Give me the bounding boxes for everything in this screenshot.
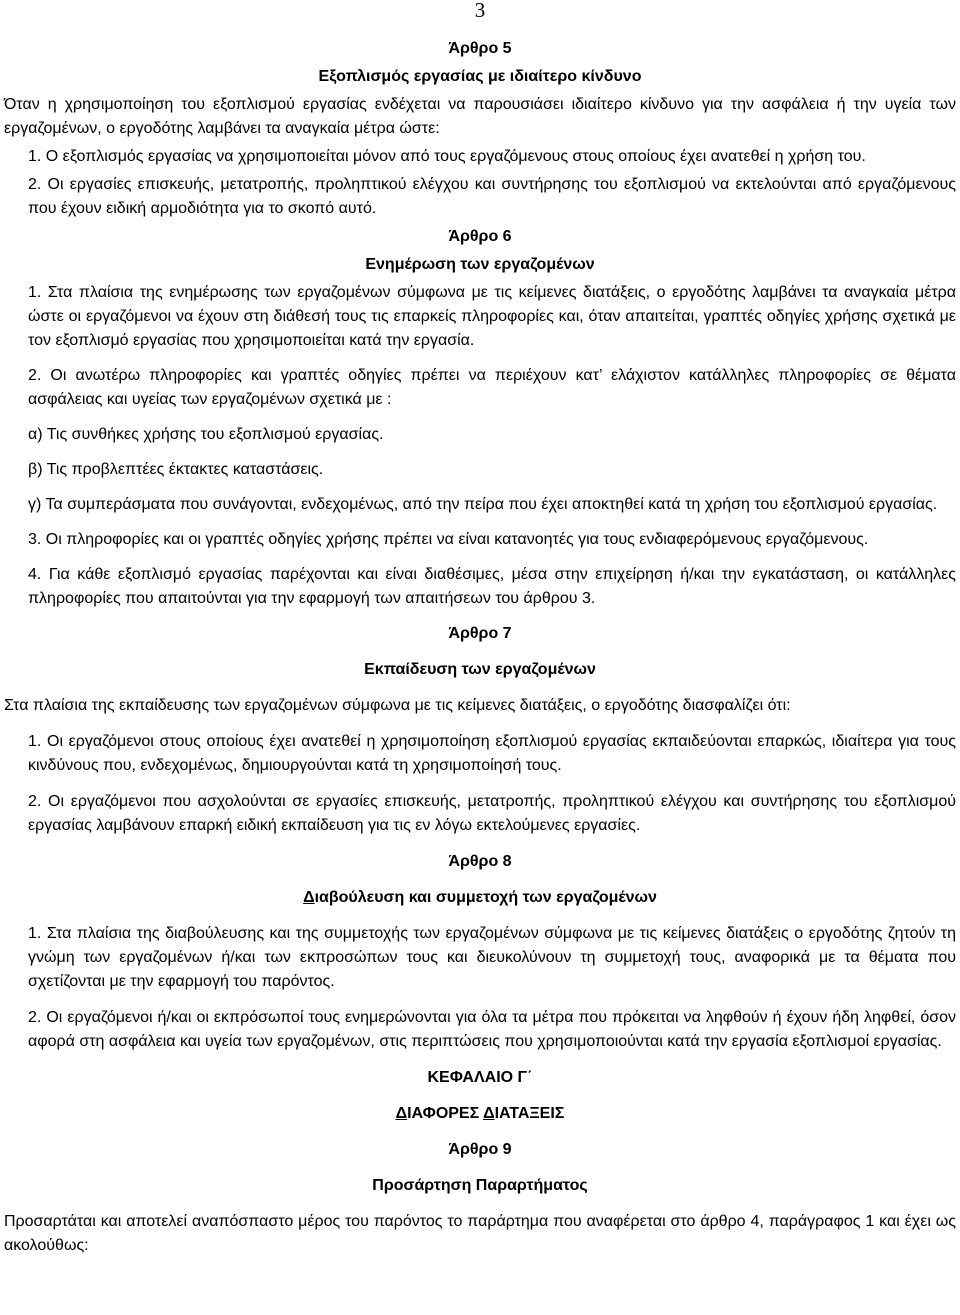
article-6-item-a: α) Τις συνθήκες χρήσης του εξοπλισμού εργασίας.	[28, 426, 384, 443]
article-6-paragraph-4: 4. Για κάθε εξοπλισμό εργασίας παρέχονται και είναι διαθέσιμες, μέσα στην επιχείρηση ή/και την εγκατάσταση, οι κατάλληλες πληροφορίες που απαιτούνται για την εφαρμογή των απαιτήσεων του άρθρου 3.	[28, 566, 956, 607]
article-6-paragraph-3: 3. Οι πληροφορίες και οι γραπτές οδηγίες χρήσης πρέπει να είναι κατανοητές για τους ενδιαφερόμενους εργαζόμενους.	[28, 531, 869, 548]
article-8-title: Άρθρο 8	[448, 853, 512, 870]
article-6-paragraph-1: 1. Στα πλαίσια της ενημέρωσης των εργαζομένων σύμφωνα με τις κείμενες διατάξεις, ο εργοδότης λαμβάνει τα αναγκαία μέτρα ώστε οι εργαζόμενοι να έχουν στη διάθεσή τους τις επαρκείς πληροφορίες και, όταν απαιτείται, γραπτές οδηγίες χρήσης σχετικά με τον εξοπλισμό εργασίας που χρησιμοποιείται κατά την εργασία.	[28, 284, 956, 349]
chapter-subtitle	[4, 1102, 956, 1126]
article-6-item-b: β) Τις προβλεπτέες έκτακτες καταστάσεις.	[28, 461, 324, 478]
chapter-subtitle-part-2: ΙΑΤΑΞΕΙΣ	[494, 1105, 565, 1122]
chapter-subtitle-part-1: ΙΑΦΟΡΕΣ	[407, 1105, 484, 1122]
chapter-subtitle-initial-2: Δ	[483, 1105, 495, 1122]
chapter-c	[4, 1066, 956, 1126]
article-8	[4, 850, 956, 1054]
article-7-title: Άρθρο 7	[448, 625, 512, 642]
article-9-subtitle: Προσάρτηση Παραρτήματος	[372, 1177, 588, 1194]
article-5-paragraph-2: 2. Οι εργασίες επισκευής, μετατροπής, προληπτικού ελέγχου και συντήρησης του εξοπλισμού να εκτελούνται από εργαζόμενους που έχουν ειδική αρμοδιότητα για το σκοπό αυτό.	[28, 176, 956, 217]
article-6-title: Άρθρο 6	[448, 228, 512, 245]
article-5-title: Άρθρο 5	[448, 40, 512, 57]
page-number: 3	[474, 0, 486, 22]
article-7	[4, 622, 956, 838]
article-7-paragraph-2: 2. Οι εργαζόμενοι που ασχολούνται σε εργασίες επισκευής, μετατροπής, προληπτικού ελέγχου και συντήρησης του εξοπλισμού εργασίας λαμβάνουν επαρκή ειδική εκπαίδευση για τις εν λόγω εκτελούμενες εργασίες.	[28, 793, 956, 834]
document-body	[4, 37, 956, 1258]
article-9	[4, 1138, 956, 1258]
article-6	[4, 225, 956, 611]
article-6-subtitle: Ενημέρωση των εργαζομένων	[365, 256, 595, 273]
article-7-intro: Στα πλαίσια της εκπαίδευσης των εργαζομένων σύμφωνα με τις κείμενες διατάξεις, ο εργοδότης διασφαλίζει ότι:	[4, 697, 791, 714]
article-9-intro: Προσαρτάται και αποτελεί αναπόσπαστο μέρος του παρόντος το παράρτημα που αναφέρεται στο άρθρο 4, παράγραφος 1 και έχει ως ακολούθως:	[4, 1213, 956, 1254]
article-5	[4, 37, 956, 221]
article-8-paragraph-1: 1. Στα πλαίσια της διαβούλευσης και της συμμετοχής των εργαζομένων σύμφωνα με τις κείμενες διατάξεις ο εργοδότης ζητούν τη γνώμη των εργαζομένων ή/και των εκπροσώπων τους και διευκολύνουν τη συμμετοχή τους, αναφορικά με τα θέματα που σχετίζονται με την εφαρμογή του παρόντος.	[28, 925, 956, 990]
article-6-item-c: γ) Τα συμπεράσματα που συνάγονται, ενδεχομένως, από την πείρα που έχει αποκτηθεί κατά τη χρήση του εξοπλισμού εργασίας.	[28, 496, 938, 513]
article-8-paragraph-2: 2. Οι εργαζόμενοι ή/και οι εκπρόσωποί τους ενημερώνονται για όλα τα μέτρα που πρόκειται να ληφθούν ή έχουν ήδη ληφθεί, όσον αφορά στη ασφάλεια και υγεία των εργαζομένων, στις περιπτώσεις που χρησιμοποιούνται κατά την εργασία εξοπλισμοί εργασίας.	[28, 1009, 956, 1050]
chapter-subtitle-initial-1: Δ	[395, 1105, 408, 1122]
article-7-paragraph-1: 1. Οι εργαζόμενοι στους οποίους έχει ανατεθεί η χρησιμοποίηση εξοπλισμού εργασίας εκπαιδεύονται επαρκώς, ιδιαίτερα για τους κινδύνους που, ενδεχομένως, δημιουργούνται κατά τη χρησιμοποίησή τους.	[28, 733, 956, 774]
article-5-paragraph-1: 1. Ο εξοπλισμός εργασίας να χρησιμοποιείται μόνον από τους εργαζόμενους στους οποίους έχει ανατεθεί η χρήση του.	[28, 148, 866, 165]
article-9-title: Άρθρο 9	[448, 1141, 512, 1158]
chapter-title: ΚΕΦΑΛΑΙΟ Γ΄	[427, 1069, 533, 1086]
article-7-subtitle: Εκπαίδευση των εργαζομένων	[364, 661, 596, 678]
article-5-intro: Όταν η χρησιμοποίηση του εξοπλισμού εργασίας ενδέχεται να παρουσιάσει ιδιαίτερο κίνδυνο για την ασφάλεια ή την υγεία των εργαζομένων, ο εργοδότης λαμβάνει τα αναγκαία μέτρα ώστε:	[4, 96, 956, 137]
article-5-subtitle: Εξοπλισμός εργασίας με ιδιαίτερο κίνδυνο	[318, 68, 642, 85]
article-6-paragraph-2: 2. Οι ανωτέρω πληροφορίες και γραπτές οδηγίες πρέπει να περιέχουν κατ’ ελάχιστον κατάλληλες πληροφορίες σε θέματα ασφάλειας και υγείας των εργαζομένων σχετικά με :	[28, 367, 956, 408]
article-8-subtitle: Διαβούλευση και συμμετοχή των εργαζομένων	[303, 889, 657, 906]
